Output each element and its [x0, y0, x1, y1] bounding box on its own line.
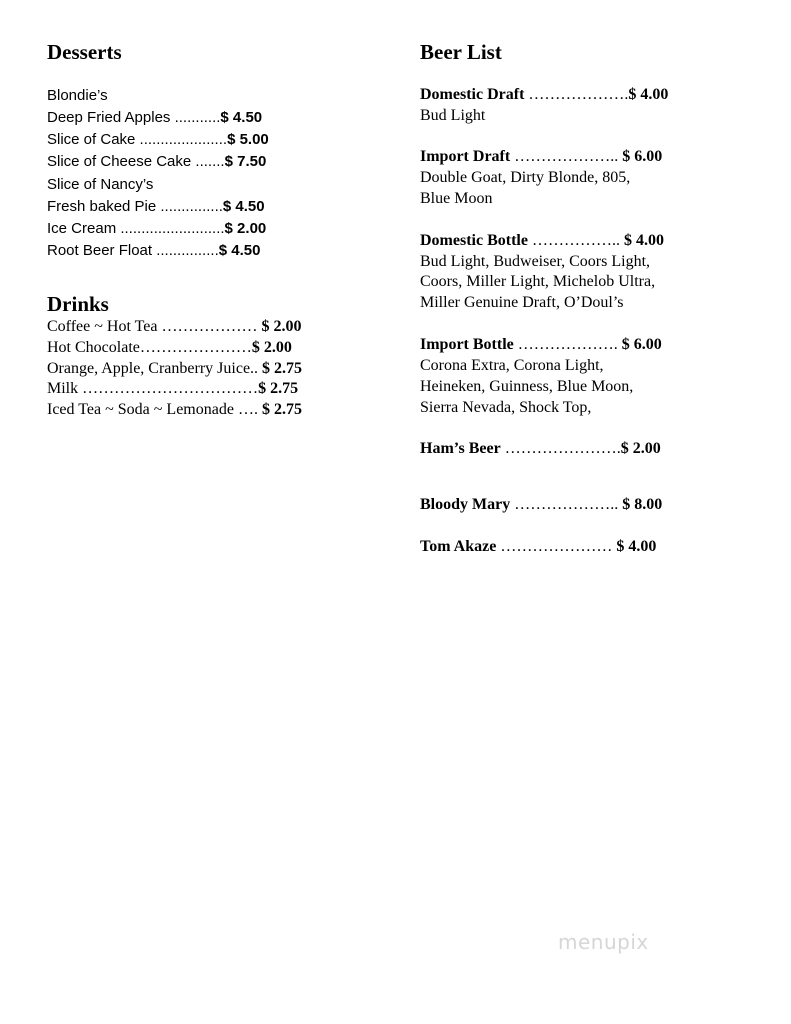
beer-heading: Beer List [420, 40, 502, 64]
beer-item-hams-beer: Ham’s Beer ………………….$ 2.00 [420, 440, 661, 457]
beer-item-import-draft: Import Draft ……………….. $ 6.00 [420, 148, 663, 165]
watermark-logo: menupix [558, 930, 649, 954]
drink-line: Iced Tea ~ Soda ~ Lemonade …. $ 2.75 [47, 401, 302, 418]
beer-desc: Heineken, Guinness, Blue Moon, [420, 378, 634, 395]
beer-desc: Coors, Miller Light, Michelob Ultra, [420, 273, 656, 290]
dessert-line: Slice of Cheese Cake .......$ 7.50 [47, 153, 267, 170]
beer-desc: Sierra Nevada, Shock Top, [420, 399, 592, 416]
beer-desc: Miller Genuine Draft, O’Doul’s [420, 294, 624, 311]
beer-desc: Bud Light [420, 107, 486, 124]
desserts-heading: Desserts [47, 40, 122, 64]
drinks-heading: Drinks [47, 292, 109, 316]
dessert-line: Fresh baked Pie ...............$ 4.50 [47, 198, 265, 215]
beer-desc: Corona Extra, Corona Light, [420, 357, 604, 374]
dessert-line: Deep Fried Apples ...........$ 4.50 [47, 109, 263, 126]
drink-line: Milk ……………………………$ 2.75 [47, 380, 299, 397]
beer-desc: Double Goat, Dirty Blonde, 805, [420, 169, 631, 186]
beer-item-tom-akaze: Tom Akaze ………………… $ 4.00 [420, 538, 657, 555]
beer-item-domestic-draft: Domestic Draft ……………….$ 4.00 [420, 86, 669, 103]
dessert-line: Slice of Cake .....................$ 5.00 [47, 131, 269, 148]
beer-item-bloody-mary: Bloody Mary ……………….. $ 8.00 [420, 496, 663, 513]
dessert-line: Ice Cream .........................$ 2.00 [47, 220, 267, 237]
dessert-line: Slice of Nancy’s [47, 176, 154, 193]
beer-item-import-bottle: Import Bottle ………………. $ 6.00 [420, 336, 662, 353]
drink-line: Orange, Apple, Cranberry Juice.. $ 2.75 [47, 360, 303, 377]
drink-line: Hot Chocolate…………………$ 2.00 [47, 339, 292, 356]
drink-line: Coffee ~ Hot Tea ……………… $ 2.00 [47, 318, 302, 335]
beer-item-domestic-bottle: Domestic Bottle …………….. $ 4.00 [420, 232, 664, 249]
dessert-line: Root Beer Float ...............$ 4.50 [47, 242, 261, 259]
beer-desc: Blue Moon [420, 190, 493, 207]
beer-desc: Bud Light, Budweiser, Coors Light, [420, 253, 651, 270]
dessert-line: Blondie’s [47, 87, 108, 104]
